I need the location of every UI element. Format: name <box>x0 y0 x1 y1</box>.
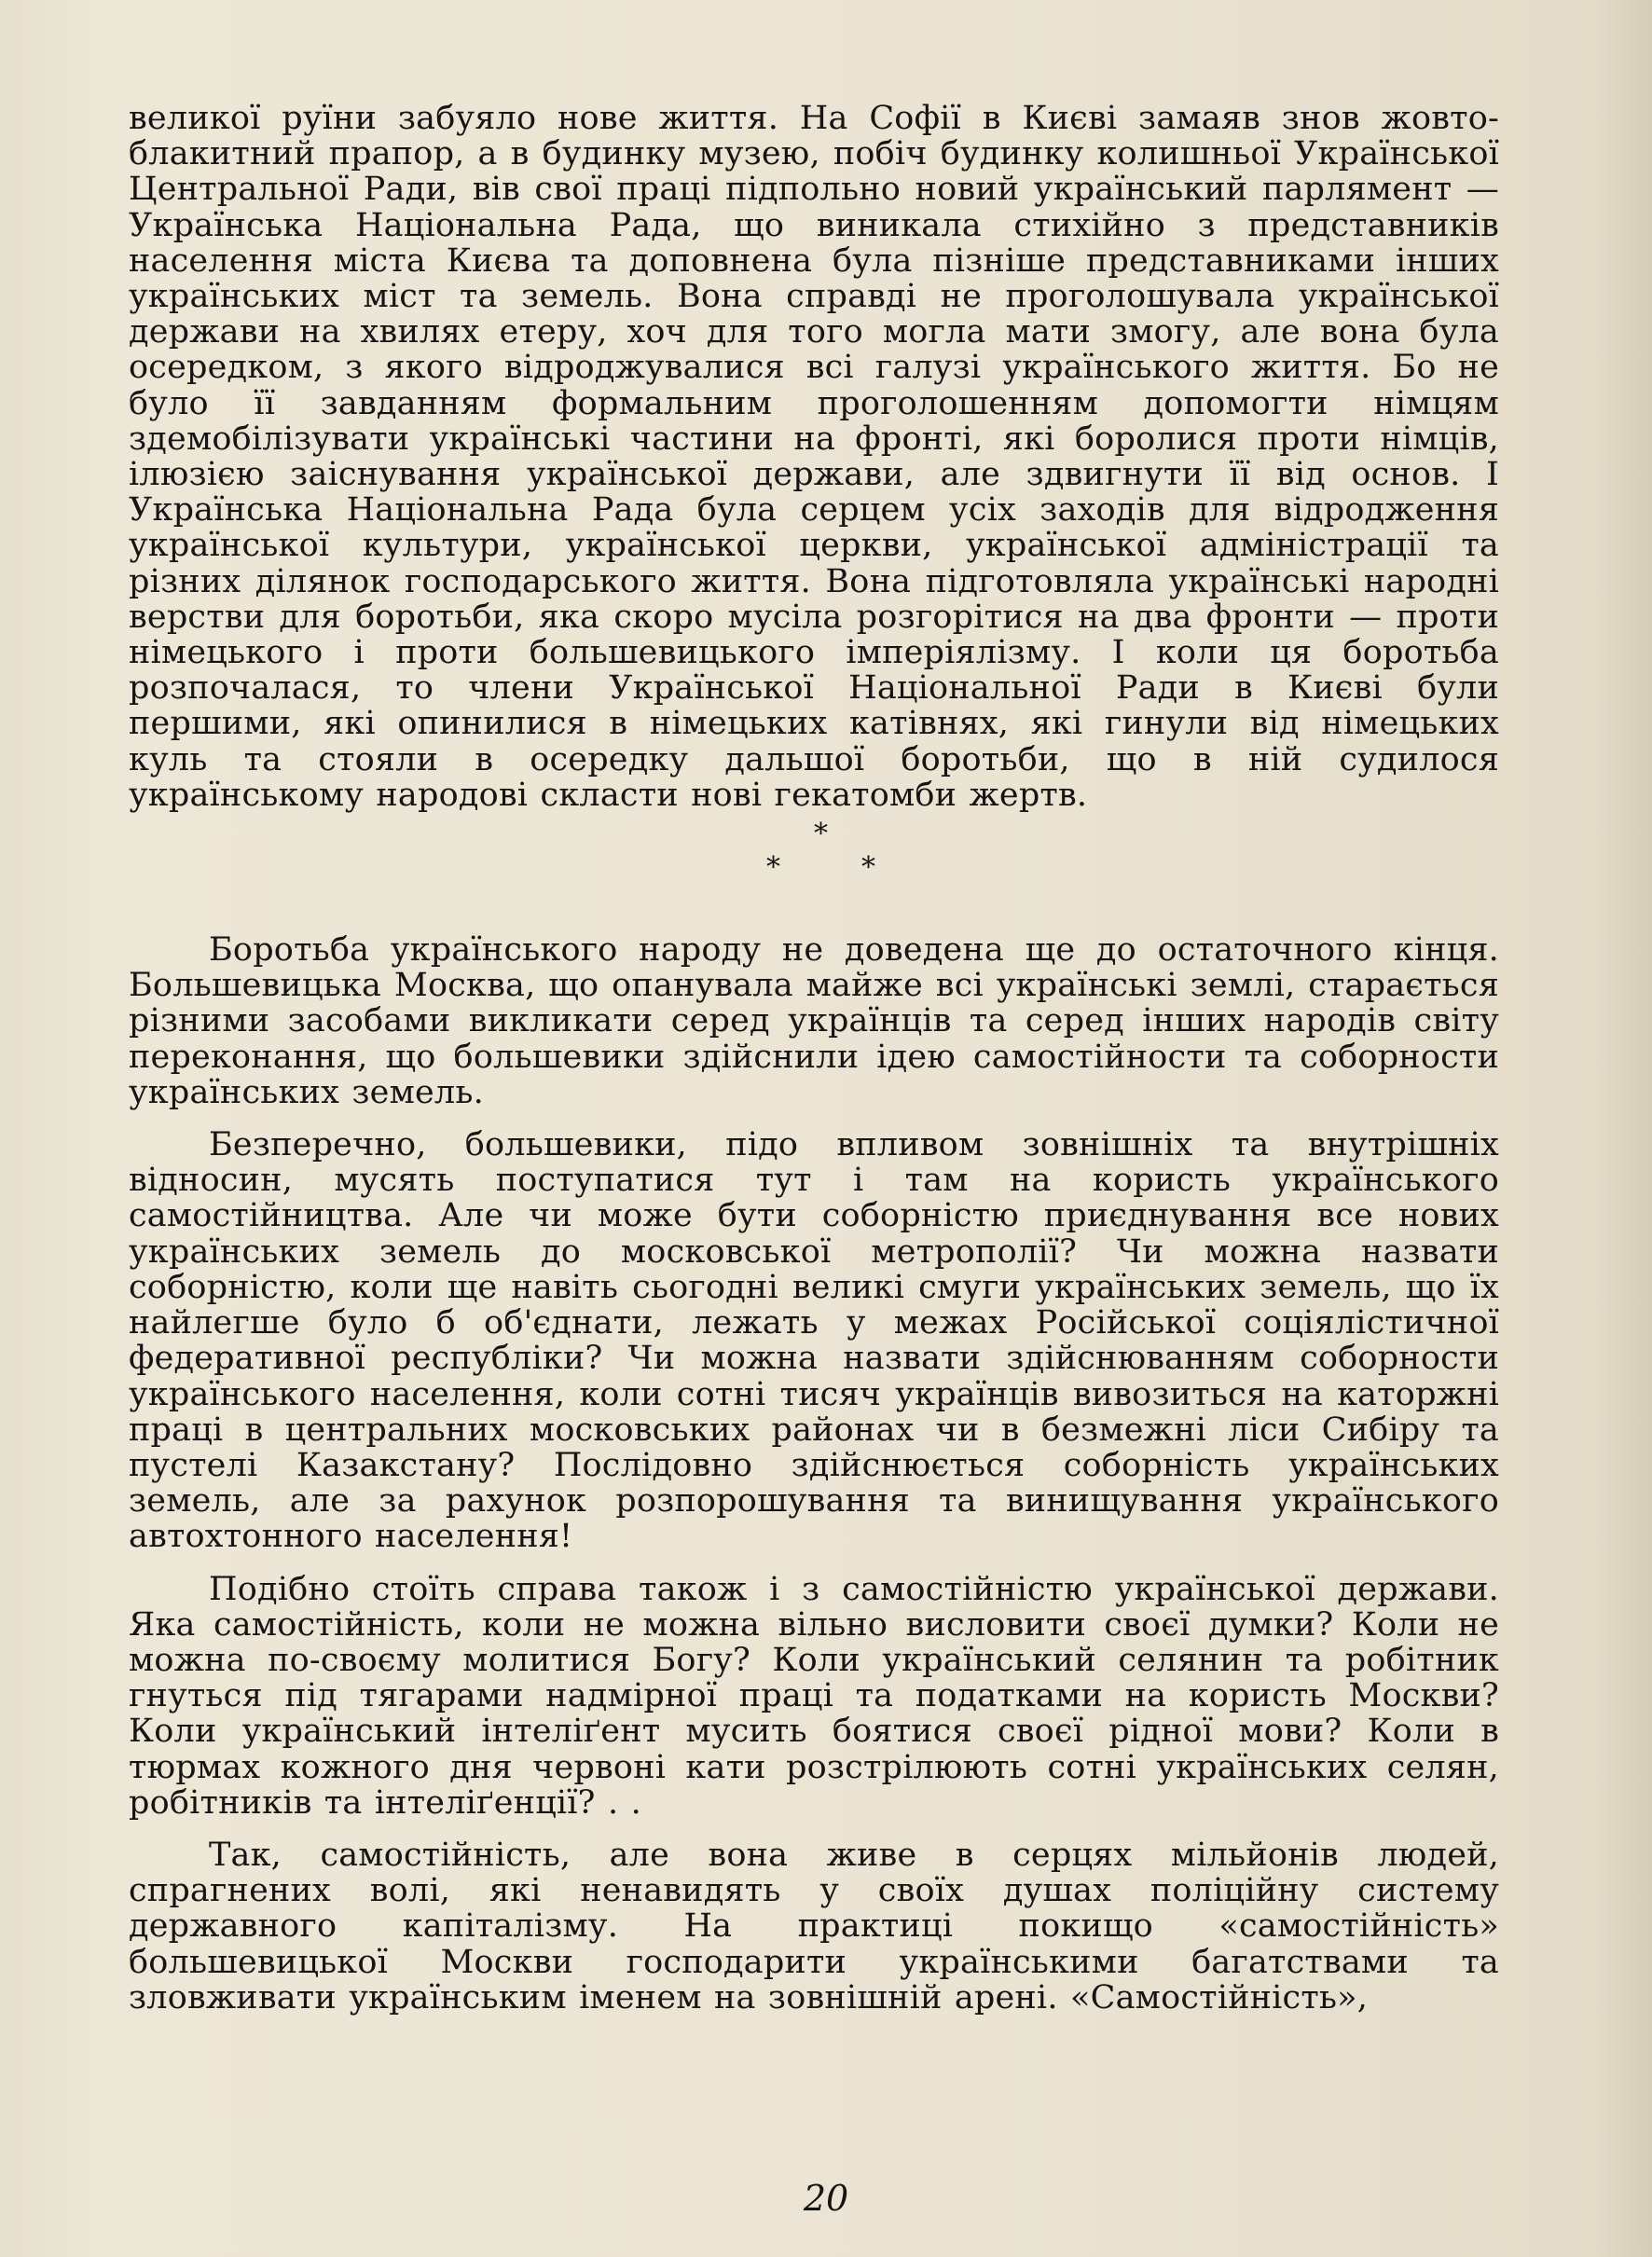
page-body <box>129 101 1499 2016</box>
asterisk-mark: * <box>814 818 828 851</box>
paragraph-sobornist: Безперечно, большевики, підо впливом зовнішніх та внутрішніх відносин, мусять поступатися тут і там на користь українського самостійництва. Але чи може бути соборністю приєднування все нових українських земель до московської метрополії? Чи можна назвати соборністю, коли ще навіть сьогодні великі смуги українських земель, що їх найлегше було б об'єднати, лежать у межах Російської соціялістичної федеративної республіки? Чи можна назвати здійснюванням соборности українського населення, коли сотні тисяч українців вивозиться на каторжні праці в центральних московських районах чи в безмежні ліси Сибіру та пустелі Казакстану? Послідовно здійснюється соборність українських земель, але за рахунок розпорошування та винищування українського автохтонного населення! <box>129 1126 1499 1556</box>
section-separator <box>129 819 1499 912</box>
asterisk-mark: * <box>766 851 780 885</box>
section-struggle <box>129 932 1499 2016</box>
page-edge-shadow <box>1596 0 1652 2257</box>
paragraph-hearts: Так, самостійність, але вона живе в серцях мільйонів людей, спрагнених волі, які ненавидять у своїх душах поліційну систему державного капіталізму. На практиці покищо «самостійність» большевицької Москви господарити українськими багатствами та зловживати українським іменем на зовнішній арені. «Самостійність», <box>129 1836 1499 2016</box>
paragraph-national-council: великої руїни забуяло нове життя. На Софії в Києві замаяв знов жовто-блакитний прапор, а в будинку музею, побіч будинку колишньої Української Центральної Ради, вів свої праці підпольно новий український парлямент — Українська Національна Рада, що виникала стихійно з представників населення міста Києва та доповнена була пізніше представниками інших українських міст та земель. Вона справді не проголошувала української держави на хвилях етеру, хоч для того могла мати змогу, але вона була осередком, з якого відроджувалися всі галузі українського життя. Бо не було її завданням формальним проголошенням допомогти німцям здемобілізувати українські частини на фронті, які боролися проти німців, ілюзією заіснування української держави, але здвигнути її від основ. І Українська Національна Рада була серцем усіх заходів для відродження української культури, української церкви, української адміністрації та різних ділянок господарського життя. Вона підготовляла українські народні верстви для боротьби, яка скоро мусіла розгорітися на два фронти — проти німецького і проти большевицького імперіялізму. І коли ця боротьба розпочалася, то члени Української Національної Ради в Києві були першими, які опинилися в німецьких катівнях, які гинули від німецьких куль та стояли в осередку дальшої боротьби, що в ній судилося українському народові скласти нові гекатомби жертв. <box>129 100 1499 814</box>
paragraph-independence: Подібно стоїть справа також і з самостійністю української держави. Яка самостійність, коли не можна вільно висловити своєї думки? Коли не можна по-своєму молитися Богу? Коли український селянин та робітник гнуться під тягарами надмірної праці та податками на користь Москви? Коли український інтеліґент мусить боятися своєї рідної мови? Коли в тюрмах кожного дня червоні кати розстрілюють сотні українських селян, робітників та інтеліґенції? . . <box>129 1570 1499 1822</box>
page-number: 20 <box>803 2178 849 2219</box>
asterisk-mark: * <box>861 851 875 885</box>
paragraph-struggle: Боротьба українського народу не доведена ще до остаточного кінця. Большевицька Москва, що опанувала майже всі українські землі, старається різними засобами викликати серед українців та серед інших народів світу переконання, що большевики здійснили ідею самостійности та соборности українських земель. <box>129 931 1499 1111</box>
